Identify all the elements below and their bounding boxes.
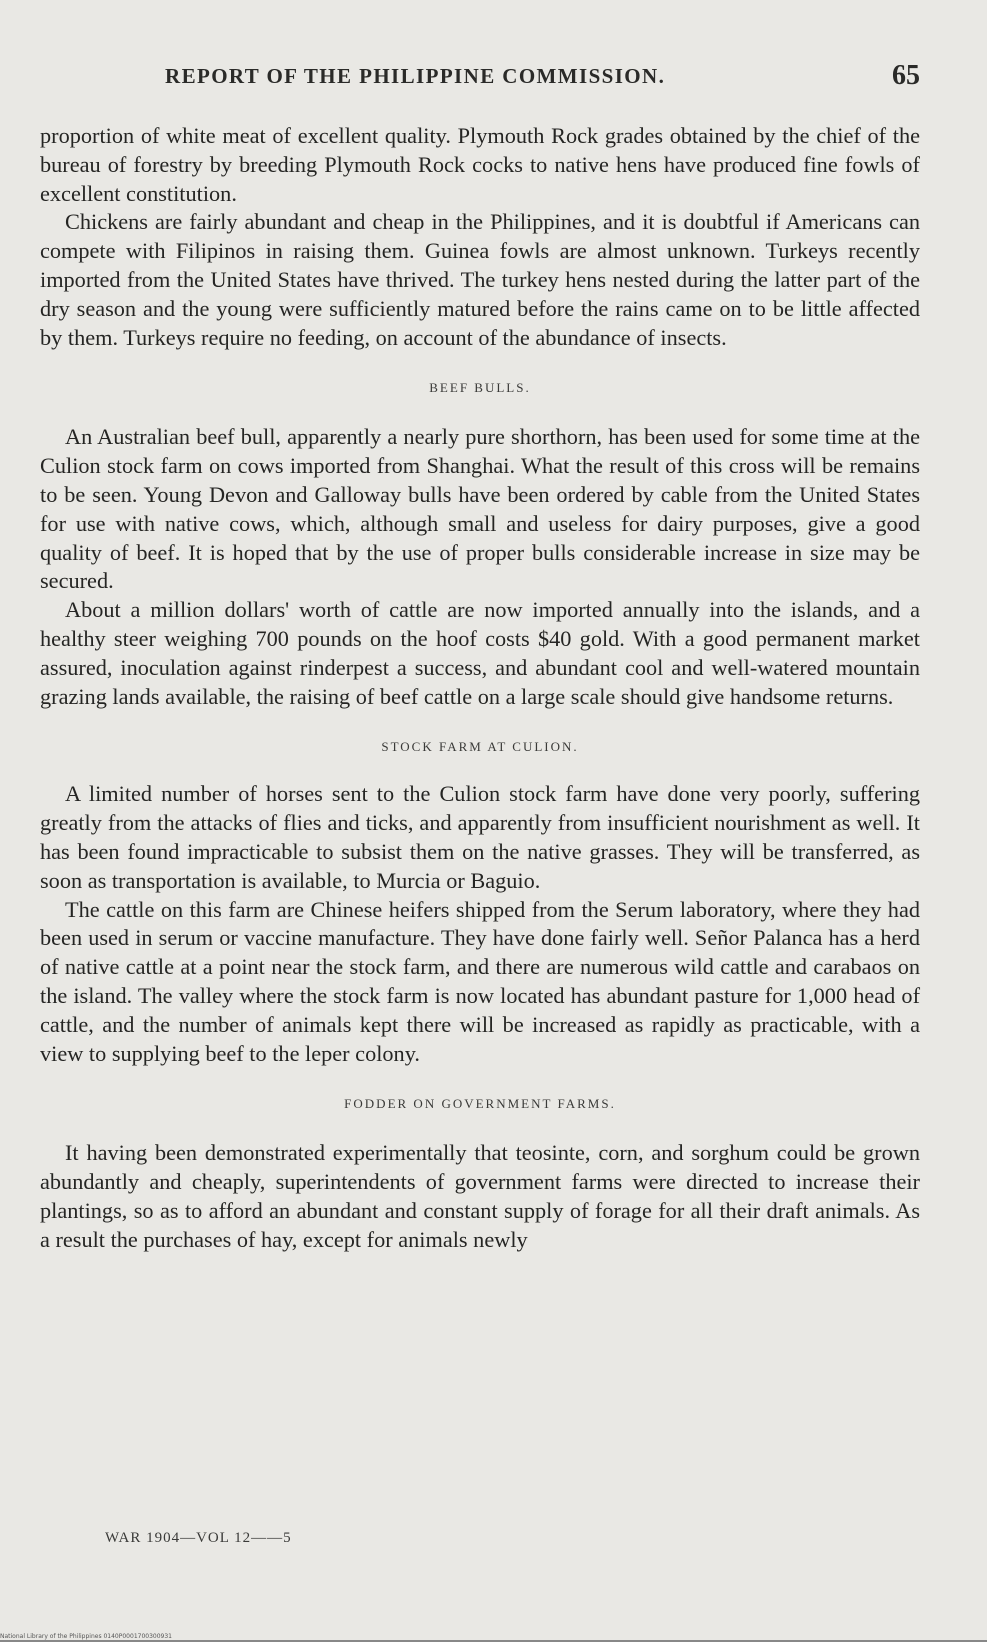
paragraph-fodder: It having been demonstrated experimentally that teosinte, corn, and sorghum could be grown abundantly and cheaply, superintendents of government farms were directed to increase their plantings, so as to afford an abundant and constant supply of forage for all their draft animals. As a result the purchases of hay, except for animals newly: [40, 1140, 920, 1252]
section-heading-stock-farm: STOCK FARM AT CULION.: [381, 739, 579, 755]
running-header: [40, 60, 920, 100]
section-heading-beef-bulls: BEEF BULLS.: [429, 380, 531, 396]
paragraph-chickens: Chickens are fairly abundant and cheap in the Philippines, and it is doubtful if Americans can compete with Filipinos in raising them. Guinea fowls are almost unknown. Turkeys recently imported from the United States have thrived. The turkey hens nested during the latter part of the dry season and the young were sufficiently matured before the rains came on to be little affected by them. Turkeys require no feeding, on account of the abundance of insects.: [40, 209, 920, 350]
paragraph-horses: A limited number of horses sent to the Culion stock farm have done very poorly, suffering greatly from the attacks of flies and ticks, and apparently from insufficient nourishment as well. It has been found impracticable to subsist them on the native grasses. They will be transferred, as soon as transportation is available, to Murcia or Baguio.: [40, 781, 920, 893]
section-heading-fodder: FODDER ON GOVERNMENT FARMS.: [344, 1096, 616, 1112]
paragraph-beef-bull: An Australian beef bull, apparently a nearly pure shorthorn, has been used for some time at the Culion stock farm on cows imported from Shanghai. What the result of this cross will be remains to be seen. Young Devon and Galloway bulls have been ordered by cable from the United States for use with native cows, which, although small and useless for dairy purposes, give a good quality of beef. It is hoped that by the use of proper bulls considerable increase in size may be secured.: [40, 424, 920, 594]
signature-mark: WAR 1904—VOL 12——5: [105, 1530, 292, 1546]
paragraph-poultry-continued: proportion of white meat of excellent quality. Plymouth Rock grades obtained by the chief of the bureau of forestry by breeding Plymouth Rock cocks to native hens have produced fine fowls of excellent constitution.: [40, 123, 920, 206]
page-number: 65: [892, 60, 920, 91]
paragraph-cattle-imports: About a million dollars' worth of cattle are now imported annually into the islands, and a healthy steer weighing 700 pounds on the hoof costs $40 gold. With a good permanent market assured, inoculation against rinderpest a success, and abundant cool and well-watered mountain grazing lands available, the raising of beef cattle on a large scale should give handsome returns.: [40, 597, 920, 709]
scan-credit: National Library of the Philippines 0140P0001700300931: [0, 1633, 172, 1640]
page-body: [40, 122, 920, 1255]
header-title: REPORT OF THE PHILIPPINE COMMISSION.: [165, 64, 666, 88]
paragraph-cattle-farm: The cattle on this farm are Chinese heifers shipped from the Serum laboratory, where they had been used in serum or vaccine manufacture. They have done fairly well. Señor Palanca has a herd of native cattle at a point near the stock farm, and there are numerous wild cattle and carabaos on the island. The valley where the stock farm is now located has abundant pasture for 1,000 head of cattle, and the number of animals kept there will be increased as rapidly as practicable, with a view to supplying beef to the leper colony.: [40, 896, 920, 1066]
